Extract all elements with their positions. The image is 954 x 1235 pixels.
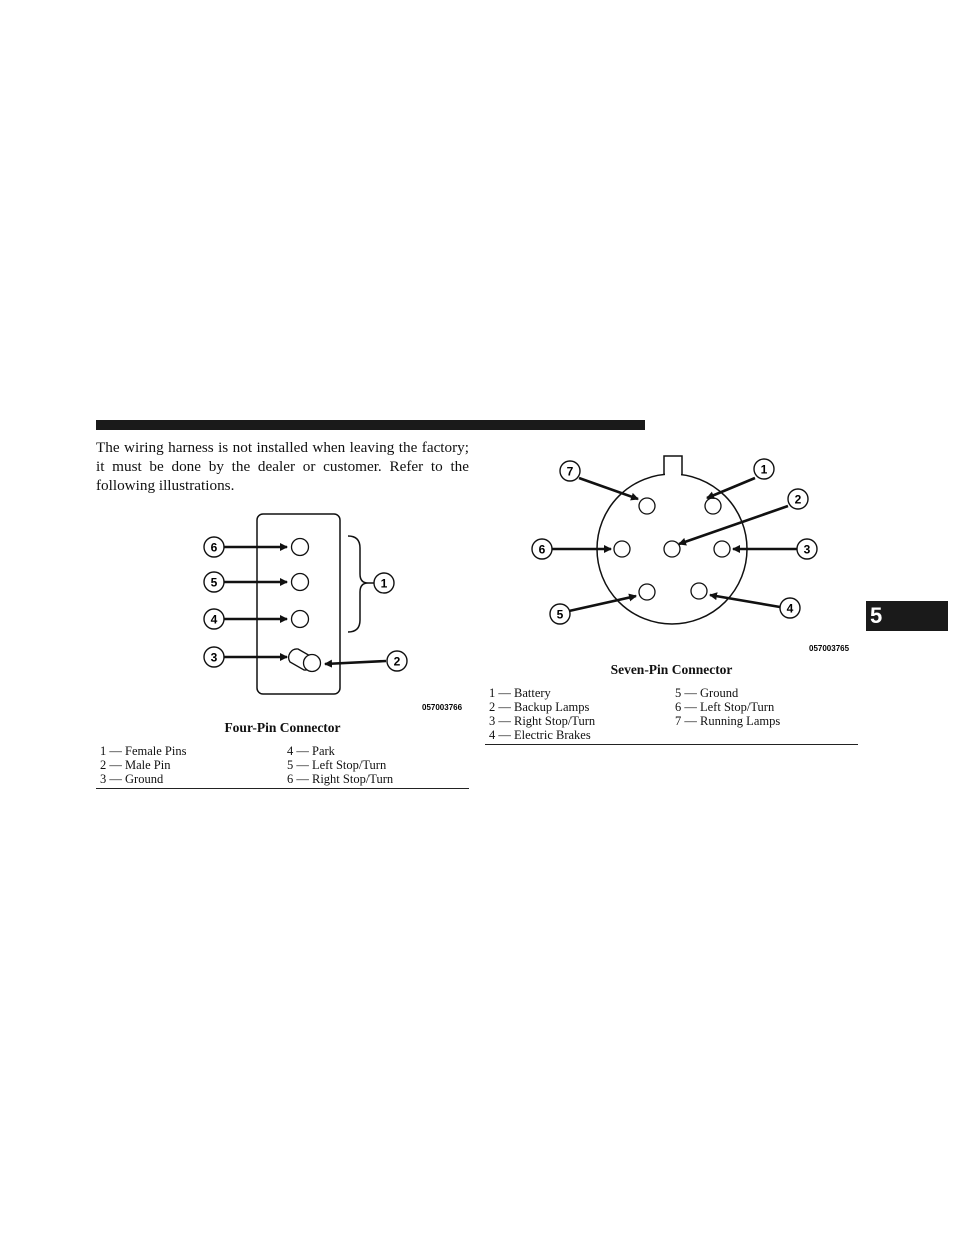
- seven-pin-legend: 1 — Battery 2 — Backup Lamps 3 — Right Stop/Turn 4 — Electric Brakes 5 — Ground 6 — Left Stop/Turn 7 — Running Lamps: [489, 686, 781, 742]
- svg-text:3: 3: [803, 542, 811, 557]
- svg-text:6: 6: [210, 540, 218, 555]
- svg-text:5: 5: [210, 575, 218, 590]
- four-pin-figure: [190, 508, 480, 718]
- pin-5: [639, 584, 655, 600]
- svg-text:1: 1: [380, 576, 388, 591]
- pin-1: [705, 498, 721, 514]
- callout-7: [560, 461, 580, 481]
- pin-3: [714, 541, 730, 557]
- callout-6: [532, 539, 552, 559]
- pin-6: [292, 539, 309, 556]
- pin-2: [664, 541, 680, 557]
- callout-6: [204, 537, 224, 557]
- svg-text:2: 2: [393, 654, 401, 669]
- svg-text:2: 2: [794, 492, 802, 507]
- svg-text:6: 6: [538, 542, 546, 557]
- callout-1: [374, 573, 394, 593]
- figure-code: 057003765: [809, 644, 850, 653]
- pin-6: [614, 541, 630, 557]
- callout-2: [788, 489, 808, 509]
- four-pin-rule: [96, 788, 469, 789]
- callout-3: [797, 539, 817, 559]
- seven-pin-figure: [525, 452, 860, 657]
- section-tab: 5: [866, 601, 948, 631]
- seven-pin-caption: Seven-Pin Connector: [610, 662, 733, 677]
- callout-3: [204, 647, 224, 667]
- svg-text:4: 4: [210, 612, 218, 627]
- intro-paragraph: The wiring harness is not installed when leaving the factory; it must be done by the dealer or customer. Refer to the following illustrations.: [96, 439, 469, 494]
- callout-4: [780, 598, 800, 618]
- svg-text:4: 4: [786, 601, 794, 616]
- svg-text:7: 7: [566, 464, 574, 479]
- svg-text:3: 3: [210, 650, 218, 665]
- callout-4: [204, 609, 224, 629]
- bracket: [348, 536, 368, 632]
- four-pin-caption: Four-Pin Connector: [224, 720, 341, 735]
- callout-2: [387, 651, 407, 671]
- seven-pin-rule: [485, 744, 858, 745]
- four-pin-legend: 1 — Female Pins 2 — Male Pin 3 — Ground 4 — Park 5 — Left Stop/Turn 6 — Right Stop/Turn: [100, 744, 394, 786]
- pin-4: [691, 583, 707, 599]
- callout-1: [754, 459, 774, 479]
- callout-5: [550, 604, 570, 624]
- pin-4: [292, 611, 309, 628]
- svg-text:5: 5: [556, 607, 564, 622]
- figure-code: 057003766: [422, 703, 463, 712]
- pin-5: [292, 574, 309, 591]
- callout-5: [204, 572, 224, 592]
- svg-text:1: 1: [760, 462, 768, 477]
- section-header-bar: [96, 420, 645, 430]
- pin-7: [639, 498, 655, 514]
